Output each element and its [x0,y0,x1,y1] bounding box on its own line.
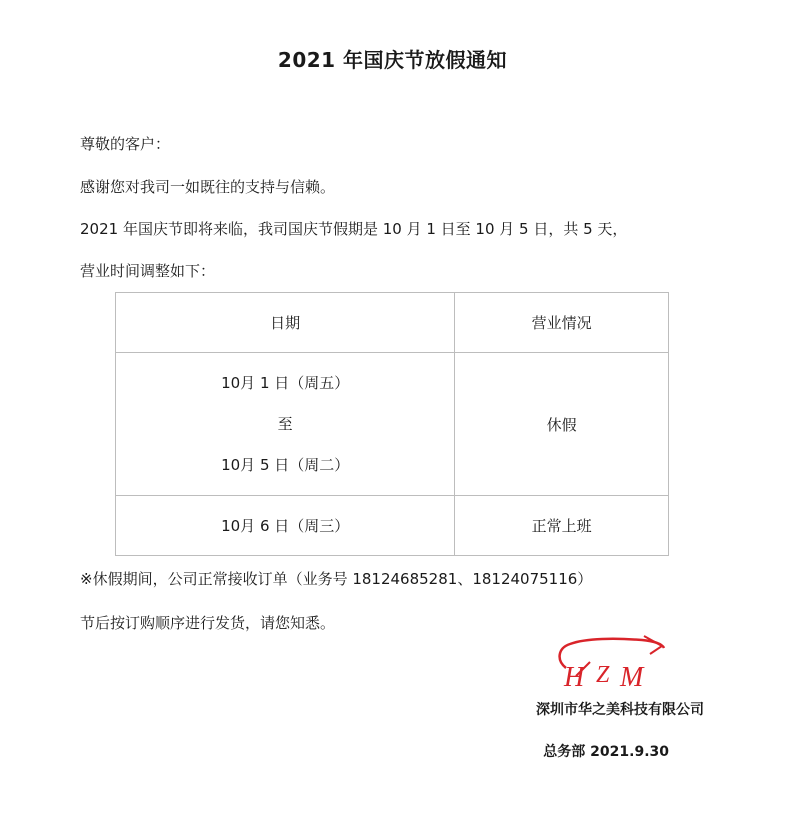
table-row [116,353,669,496]
thanks-text: 感谢您对我司一如既往的支持与信赖。 [80,178,336,196]
notice-title: 2021 年国庆节放假通知 [277,48,508,72]
date-start: 10月 1 日（周五） [221,374,350,392]
holiday-announcement-text: 2021 年国庆节即将来临，我司国庆节假期是 10 月 1 日至 10 月 5 日，共 5 天， [80,220,628,238]
header-date: 日期 [116,293,455,353]
hzm-logo-icon [546,632,676,692]
business-hours-table [115,292,669,556]
shipping-note-text: 节后按订购顺序进行发货，请您知悉。 [80,614,336,632]
adjustment-intro-text: 营业时间调整如下： [80,262,216,280]
table-row [116,496,669,556]
status-cell: 正常上班 [455,496,669,556]
header-status: 营业情况 [455,293,669,353]
date-end: 10月 5 日（周二） [221,456,350,474]
greeting-text: 尊敬的客户： [80,135,171,153]
company-name: 深圳市华之美科技有限公司 [536,702,704,718]
status-cell: 休假 [455,353,669,496]
contact-note-text: ※休假期间，公司正常接收订单（业务号 18124685281、18124075116） [80,570,593,588]
date-cell: 10月 6 日（周三） [116,496,455,556]
table-header-row [116,293,669,353]
date-to: 至 [277,415,293,433]
svg-text:H: H [564,662,585,692]
company-logo [546,632,676,692]
date-range-cell [116,353,455,496]
svg-text:Z: Z [596,662,610,688]
svg-text:M: M [620,662,644,692]
department-date: 总务部 2021.9.30 [543,744,669,760]
